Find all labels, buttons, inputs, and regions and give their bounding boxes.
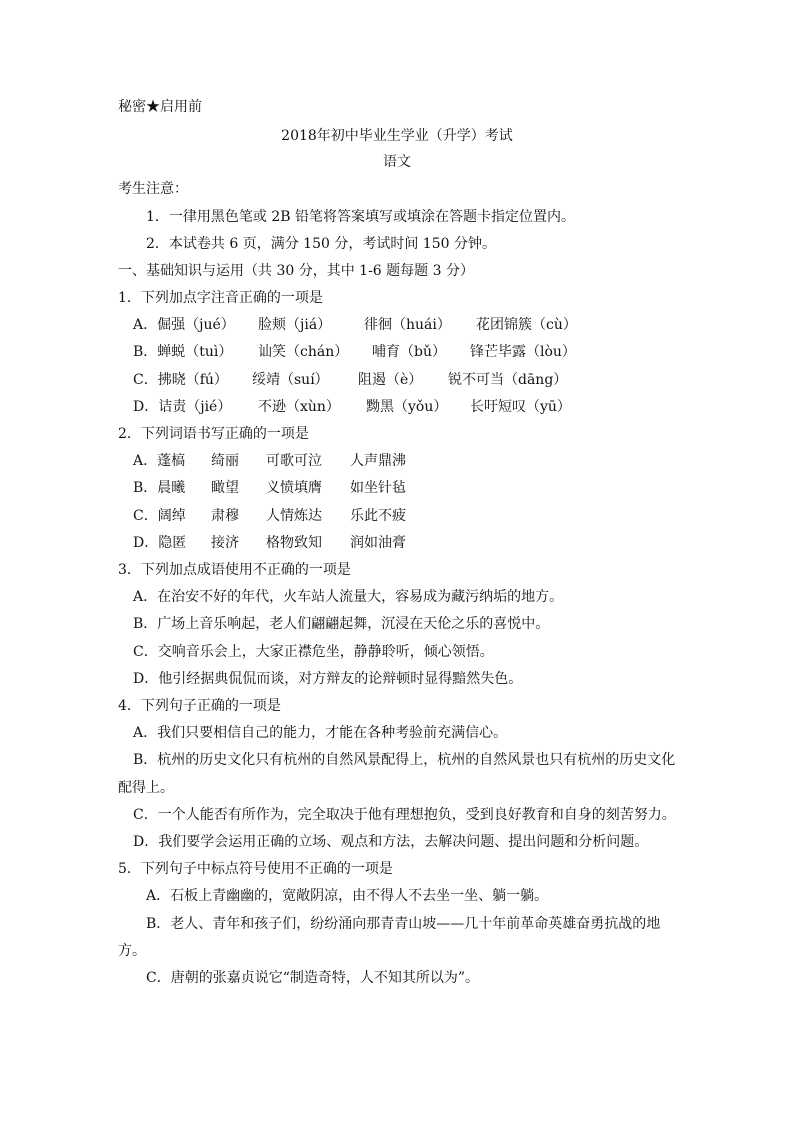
q2-option-d-word1: D．隐匿 <box>133 535 187 551</box>
q2-option-b-word4: 如坐针毡 <box>350 480 406 496</box>
q2-option-c-word2: 肃穆 <box>211 508 239 524</box>
question-4-stem: 4．下列句子正确的一项是 <box>118 698 281 714</box>
q5-option-c: C．唐朝的张嘉贞说它“制造奇特，人不知其所以为”。 <box>146 970 480 986</box>
q3-option-d: D．他引经据典侃侃而谈，对方辩友的论辩顿时显得黯然失色。 <box>133 671 523 687</box>
q2-option-a-word3: 可歌可泣 <box>266 453 322 469</box>
q5-option-b: B．老人、青年和孩子们，纷纷涌向那青青山坡——几十年前革命英雄奋勇抗战的地 <box>146 916 661 932</box>
q2-option-c-word3: 人情炼达 <box>266 508 322 524</box>
q2-option-b-word1: B．晨曦 <box>133 480 186 496</box>
q1-option-a-word3: 徘徊（huái） <box>364 317 451 333</box>
q5-option-b-continued: 方。 <box>118 943 146 959</box>
section-title: 一、基础知识与运用（共 30 分，其中 1-6 题每题 3 分） <box>118 263 474 279</box>
question-3-stem: 3．下列加点成语使用不正确的一项是 <box>118 562 351 578</box>
q1-option-d-word3: 黝黑（yǒu） <box>366 399 448 415</box>
subject-title: 语文 <box>383 154 411 170</box>
q4-option-b-continued: 配得上。 <box>118 780 174 796</box>
q1-option-a-word1: A．倔强（jué） <box>133 317 235 333</box>
question-1-stem: 1．下列加点字注音正确的一项是 <box>118 290 323 306</box>
confidential-label: 秘密★启用前 <box>118 99 202 115</box>
q2-option-a-word2: 绮丽 <box>211 453 239 469</box>
q3-option-a: A．在治安不好的年代，火车站人流量大，容易成为藏污纳垢的地方。 <box>133 589 564 605</box>
q1-option-a-word4: 花团锦簇（cù） <box>476 317 577 333</box>
q2-option-a-word4: 人声鼎沸 <box>350 453 406 469</box>
exam-title: 2018年初中毕业生学业（升学）考试 <box>281 128 513 144</box>
q1-option-b-word2: 讪笑（chán） <box>258 344 349 360</box>
q4-option-c: C．一个人能否有所作为，完全取决于他有理想抱负，受到良好教育和自身的刻苦努力。 <box>133 807 676 823</box>
question-2-stem: 2．下列词语书写正确的一项是 <box>118 426 309 442</box>
q1-option-d-word4: 长吁短叹（yū） <box>470 399 571 415</box>
q2-option-d-word2: 接济 <box>211 535 239 551</box>
q4-option-a: A．我们只要相信自己的能力，才能在各种考验前充满信心。 <box>133 725 508 741</box>
q2-option-c-word1: C．阔绰 <box>133 508 186 524</box>
q1-option-b-word1: B．蝉蜕（tuì） <box>133 344 233 360</box>
q5-option-a: A．石板上青幽幽的，宽敞阴凉，由不得人不去坐一坐、躺一躺。 <box>146 888 549 904</box>
q3-option-b: B．广场上音乐响起，老人们翩翩起舞，沉浸在天伦之乐的喜悦中。 <box>133 616 550 632</box>
q2-option-a-word1: A．蓬槁 <box>133 453 186 469</box>
q1-option-d-word1: D．诘责（jié） <box>133 399 232 415</box>
question-5-stem: 5．下列句子中标点符号使用不正确的一项是 <box>118 861 393 877</box>
q2-option-b-word3: 义愤填膺 <box>266 480 322 496</box>
q2-option-c-word4: 乐此不疲 <box>350 508 406 524</box>
q1-option-b-word3: 哺育（bǔ） <box>372 344 446 360</box>
notice-heading: 考生注意： <box>118 181 188 197</box>
q4-option-b: B．杭州的历史文化只有杭州的自然风景配得上，杭州的自然风景也只有杭州的历史文化 <box>133 752 676 768</box>
q1-option-c-word2: 绥靖（suí） <box>252 372 329 388</box>
q2-option-d-word3: 格物致知 <box>266 535 322 551</box>
q1-option-d-word2: 不逊（xùn） <box>258 399 340 415</box>
q1-option-c-word1: C．拂晓（fú） <box>133 372 228 388</box>
q3-option-c: C．交响音乐会上，大家正襟危坐，静静聆听，倾心领悟。 <box>133 644 494 660</box>
notice-item: 1．一律用黑色笔或 2B 铅笔将答案填写或填涂在答题卡指定位置内。 <box>146 209 576 225</box>
q2-option-b-word2: 瞰望 <box>211 480 239 496</box>
q1-option-a-word2: 脸颊（jiá） <box>258 317 332 333</box>
q1-option-c-word3: 阻遏（è） <box>358 372 423 388</box>
q1-option-c-word4: 锐不可当（dāng） <box>448 372 568 388</box>
q1-option-b-word4: 锋芒毕露（lòu） <box>470 344 576 360</box>
notice-item: 2．本试卷共 6 页，满分 150 分，考试时间 150 分钟。 <box>146 236 496 252</box>
q4-option-d: D．我们要学会运用正确的立场、观点和方法，去解决问题、提出问题和分析问题。 <box>133 834 649 850</box>
q2-option-d-word4: 润如油膏 <box>350 535 406 551</box>
